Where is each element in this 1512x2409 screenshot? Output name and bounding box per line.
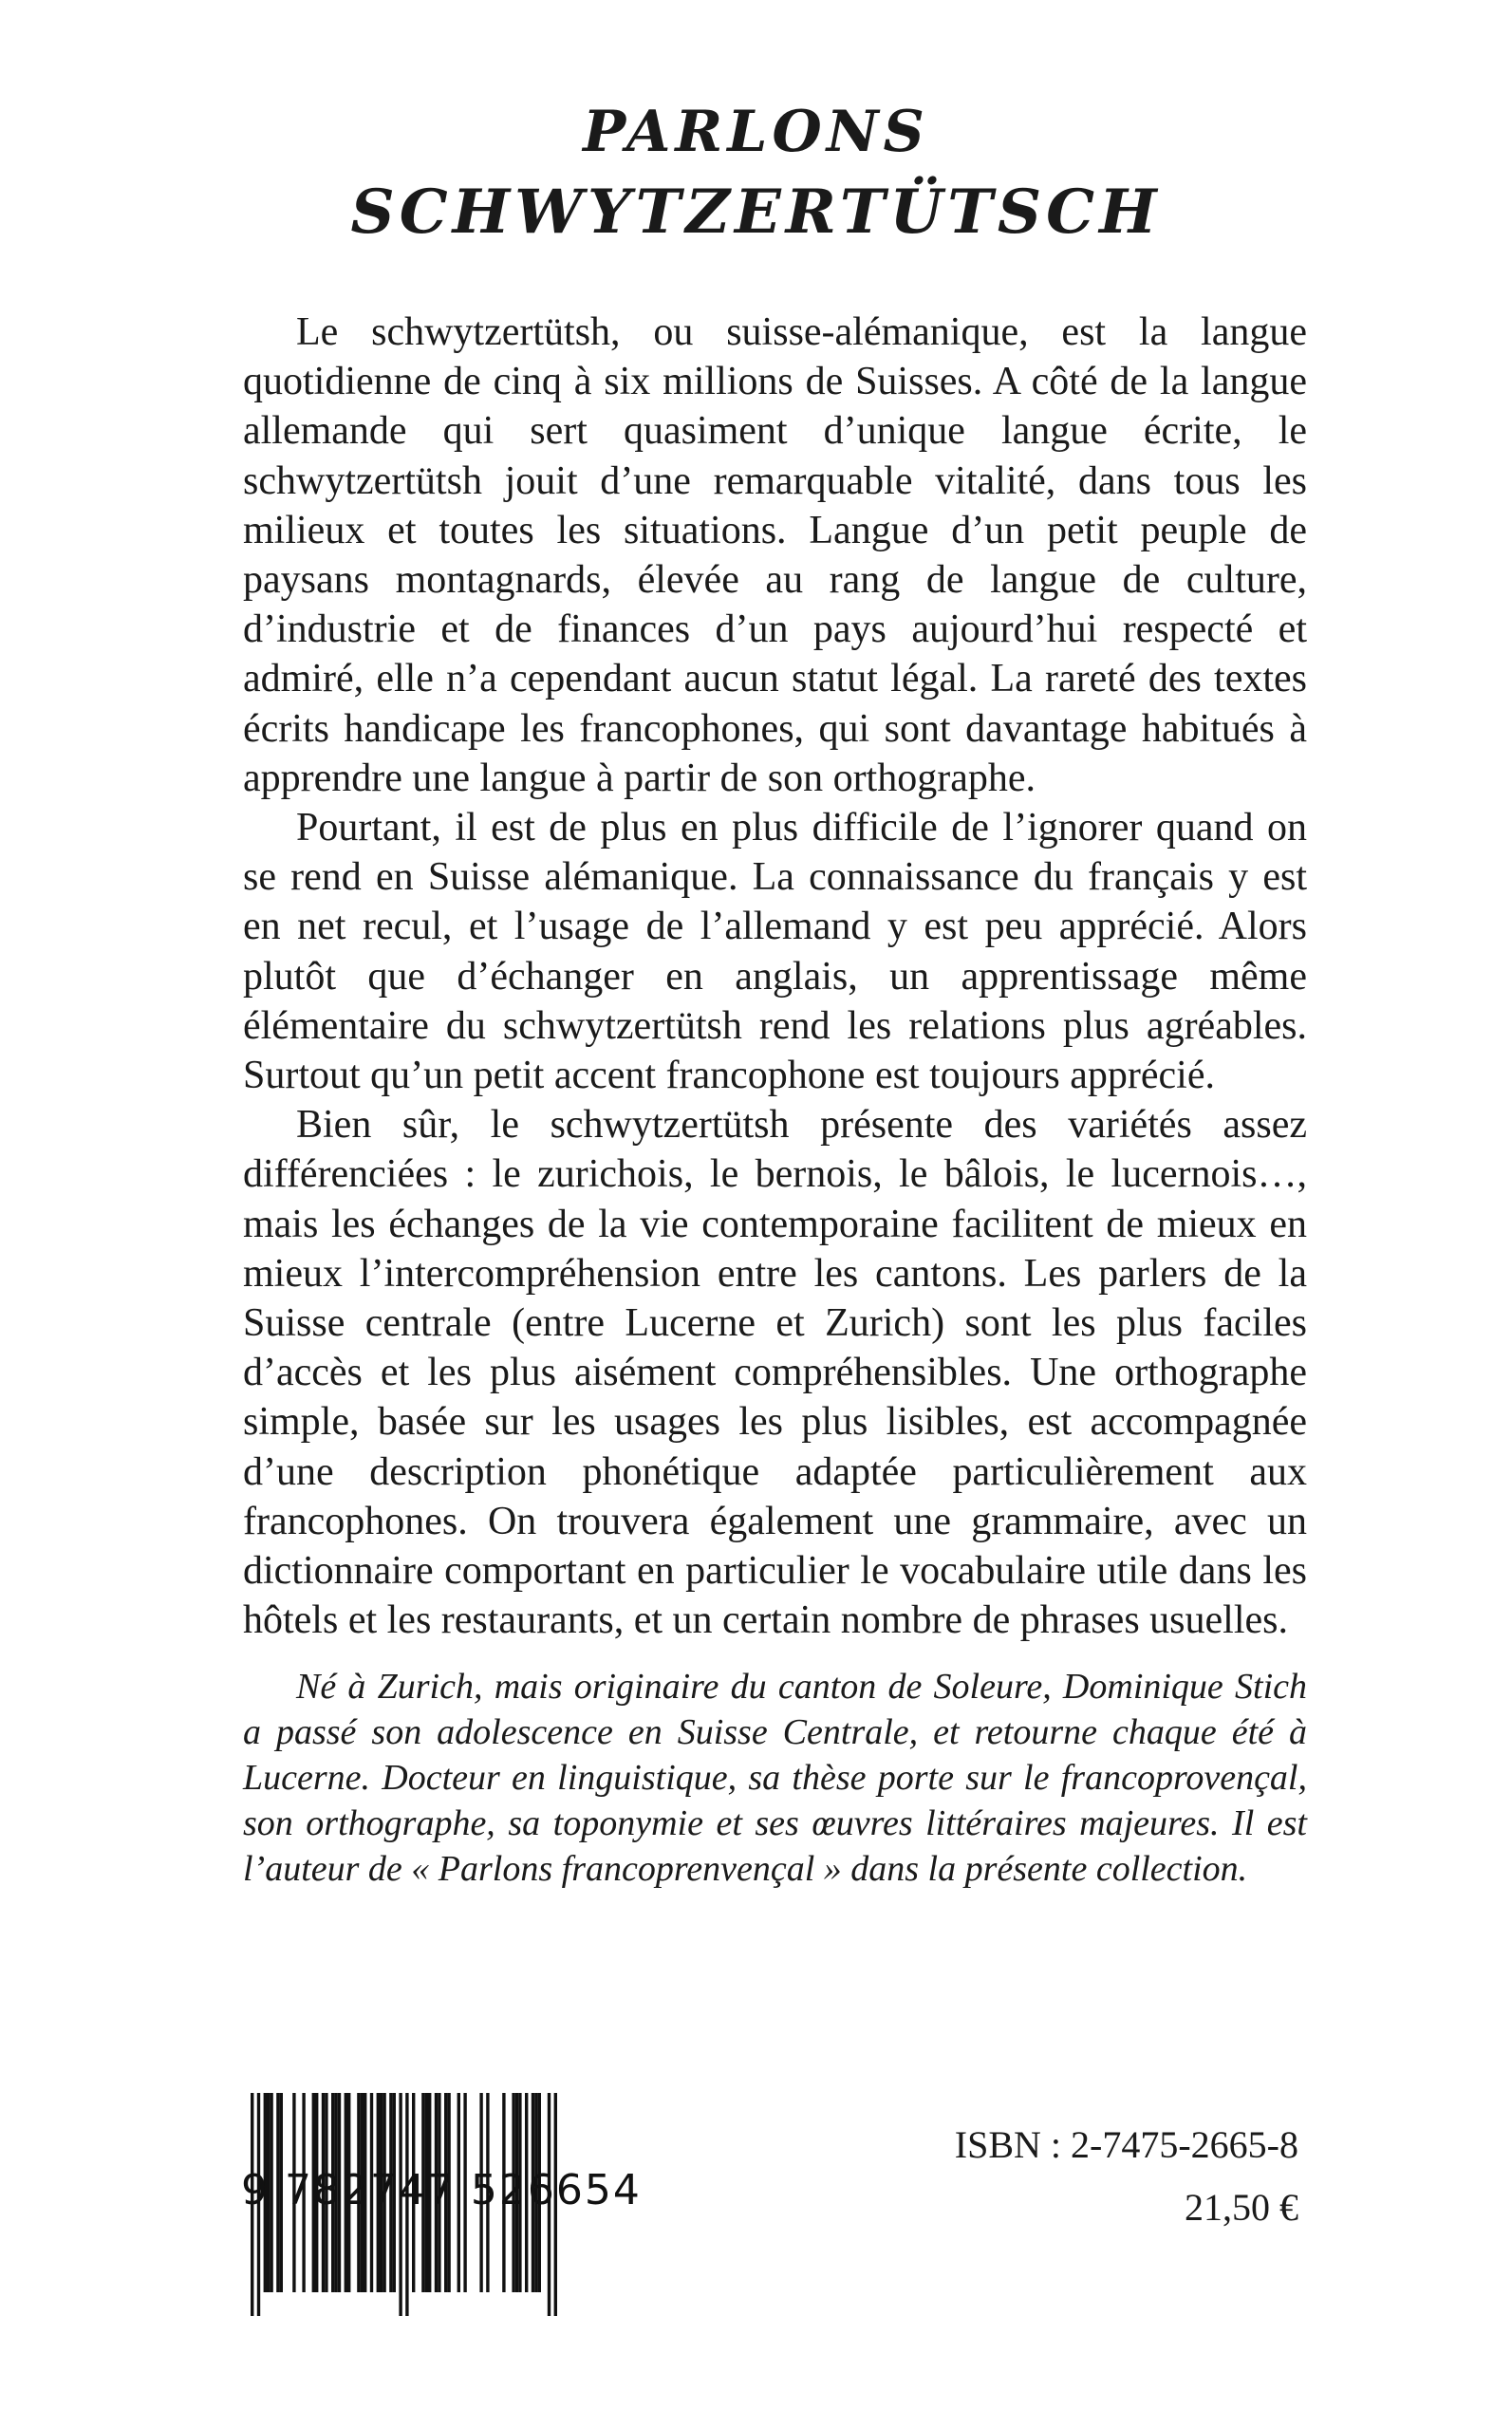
barcode-digits: 9 782747 526654 — [241, 2166, 642, 2214]
isbn-label: ISBN : 2-7475-2665-8 — [954, 2123, 1298, 2166]
description-paragraph-2: Pourtant, il est de plus en plus difficile de l’ignorer quand on se rend en Suisse alémanique. La connaissance du français y est en net recul, et l’usage de l’allemand y est peu apprécié. Alors plutôt que d’échanger en anglais, un apprentissage même élémentaire du schwytzertütsh rend les relations plus agréables. Surtout qu’un petit accent francophone est toujours apprécié. — [243, 806, 1307, 1098]
book-title-line-1: PARLONS — [583, 99, 929, 165]
description-paragraph-1: Le schwytzertütsh, ou suisse-alémanique, est la langue quotidienne de cinq à six millions de Suisses. A côté de la langue allemande qui sert quasiment d’unique langue écrite, le schwytzertütsh jouit d’une remarquable vitalité, dans tous les milieux et toutes les situations. Langue d’un petit peuple de paysans montagnards, élevée au rang de langue de culture, d’industrie et de finances d’un pays aujourd’hui respecté et admiré, elle n’a cependant aucun statut légal. La rareté des textes écrits handicape les francophones, qui sont davantage habitués à apprendre une langue à partir de son orthographe. — [243, 310, 1307, 800]
description-text — [243, 308, 1307, 1645]
price-label: 21,50 € — [1185, 2186, 1298, 2229]
author-bio: Né à Zurich, mais originaire du canton de Soleure, Dominique Stich a passé son adolescence en Suisse Centrale, et retourne chaque été à Lucerne. Docteur en linguistique, sa thèse porte sur le francoprovençal, son orthographe, sa toponymie et ses œuvres littéraires majeures. Il est l’auteur de « Parlons francoprenvençal » dans la présente collection. — [243, 1667, 1307, 1889]
book-title-line-2: SCHWYTZERTÜTSCH — [350, 177, 1162, 248]
description-paragraph-3: Bien sûr, le schwytzertütsh présente des variétés assez différenciées : le zurichois, le bernois, le bâlois, le lucernois…, mais les échanges de la vie contemporaine facilitent de mieux en mieux l’intercompréhension entre les cantons. Les parlers de la Suisse centrale (entre Lucerne et Zurich) sont les plus faciles d’accès et les plus aisément compréhensibles. Une orthographe simple, basée sur les usages les plus lisibles, est accompagnée d’une description phonétique adaptée particulièrement aux francophones. On trouvera également une grammaire, avec un dictionnaire comportant en particulier le vocabulaire utile dans les hôtels et les restaurants, et un certain nombre de phrases usuelles. — [243, 1103, 1307, 1643]
